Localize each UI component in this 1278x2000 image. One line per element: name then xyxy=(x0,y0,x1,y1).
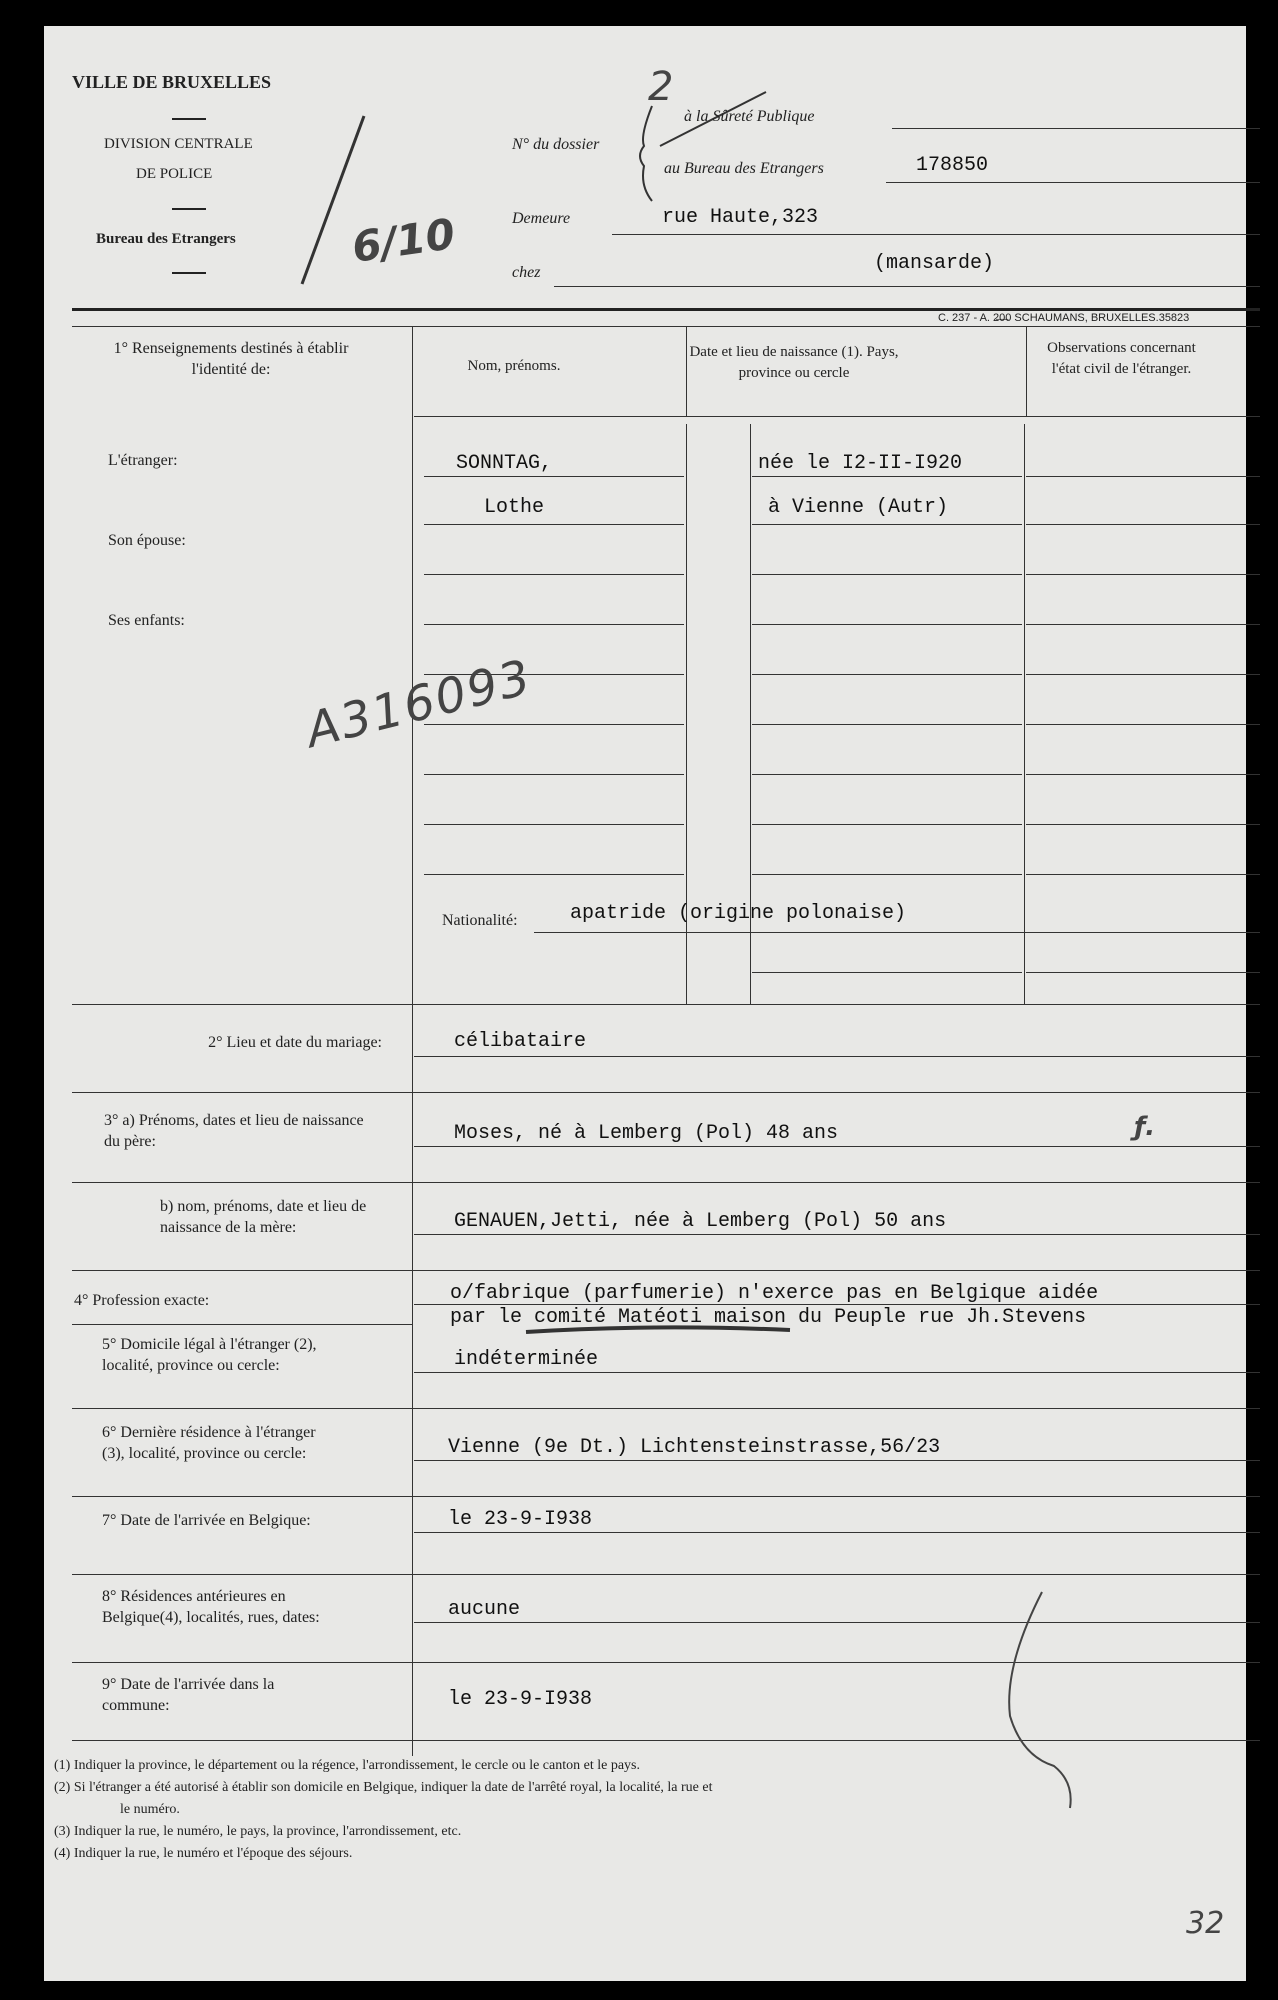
demeure-label: Demeure xyxy=(512,210,571,227)
dossier-label: N° du dossier xyxy=(512,136,600,153)
document-page xyxy=(44,26,1246,1981)
row-label-text: 5° Domicile légal à l'étranger (2), localité, province ou cercle: xyxy=(102,1336,317,1374)
row-value: le 23-9-I938 xyxy=(448,1508,593,1531)
divider xyxy=(172,118,206,120)
row-label xyxy=(72,1674,382,1716)
footnote: (3) Indiquer la rue, le numéro, le pays, la province, l'arrondissement, etc. xyxy=(54,1824,462,1839)
footnote: le numéro. xyxy=(120,1802,180,1817)
row-label-text: 3° a) Prénoms, dates et lieu de naissance du père: xyxy=(104,1112,364,1150)
birth-date: née le I2-II-I920 xyxy=(758,452,963,475)
page-number: 32 xyxy=(1186,1906,1225,1941)
footnote: (2) Si l'étranger a été autorisé à établir son domicile en Belgique, indiquer la date de l'arrêté royal, la localité, la rue et xyxy=(54,1780,713,1795)
footnote: (1) Indiquer la province, le département ou la régence, l'arrondissement, le cercle ou le canton et le pays. xyxy=(54,1758,640,1773)
division-line1: DIVISION CENTRALE xyxy=(104,136,253,152)
row-label-text: 9° Date de l'arrivée dans la commune: xyxy=(102,1676,275,1714)
col2-header: Nom, prénoms. xyxy=(467,358,561,374)
row-label-text: 6° Dernière résidence à l'étranger (3), localité, province ou cercle: xyxy=(102,1424,316,1462)
row-value: aucune xyxy=(448,1598,521,1621)
city-title: VILLE DE BRUXELLES xyxy=(72,72,272,92)
enfants-label: Ses enfants: xyxy=(108,612,185,629)
demeure-value: rue Haute,323 xyxy=(662,206,819,229)
surete-label: à la Sûreté Publique xyxy=(684,108,815,125)
row-label: 4° Profession exacte: xyxy=(74,1292,210,1309)
bureau-title: Bureau des Etrangers xyxy=(96,231,236,247)
birth-place: à Vienne (Autr) xyxy=(768,496,949,519)
row-label-text: 8° Résidences antérieures en Belgique(4), localités, rues, dates: xyxy=(102,1588,320,1626)
handwritten-mark xyxy=(294,114,414,294)
chez-label: chez xyxy=(512,264,541,281)
bureau-number: 178850 xyxy=(916,154,989,177)
handwritten-bracket xyxy=(994,1586,1114,1816)
row-label xyxy=(72,1586,382,1628)
row-label xyxy=(72,1510,382,1531)
col4-header: Observations concernant l'état civil de l'étranger. xyxy=(1047,340,1196,377)
row-label xyxy=(72,1196,382,1238)
row-label xyxy=(72,1422,382,1464)
nationality-value: apatride (origine polonaise) xyxy=(570,902,907,925)
row-label-text: b) nom, prénoms, date et lieu de naissance de la mère: xyxy=(160,1198,367,1236)
brace-mark xyxy=(630,76,770,206)
row-label-text: 7° Date de l'arrivée en Belgique: xyxy=(102,1512,311,1529)
col1-header: 1° Renseignements destinés à établir l'identité de: xyxy=(113,340,349,378)
col3-header: Date et lieu de naissance (1). Pays, province ou cercle xyxy=(689,344,899,381)
row-value: Vienne (9e Dt.) Lichtensteinstrasse,56/23 xyxy=(448,1436,941,1459)
row-label xyxy=(72,1110,382,1152)
row-value: Moses, né à Lemberg (Pol) 48 ans xyxy=(454,1122,839,1145)
etranger-label: L'étranger: xyxy=(108,452,178,469)
row-label: 2° Lieu et date du mariage: xyxy=(208,1034,382,1051)
firstname: Lothe xyxy=(484,496,545,519)
chez-value: (mansarde) xyxy=(874,252,995,275)
row-label xyxy=(72,1334,382,1376)
handwritten-dossier: 2 xyxy=(648,64,674,110)
row-value: indéterminée xyxy=(454,1348,599,1371)
bureau-label: au Bureau des Etrangers xyxy=(664,160,824,177)
divider xyxy=(172,272,206,274)
underline-mark xyxy=(524,1322,794,1338)
row-value: GENAUEN,Jetti, née à Lemberg (Pol) 50 ans xyxy=(454,1210,947,1233)
handwritten-mark: ƒ. xyxy=(1134,1112,1156,1142)
print-reference: C. 237 - A. 2̶0̶0 SCHAUMANS, BRUXELLES.35823 xyxy=(938,312,1190,324)
handwritten-folio: 6/10 xyxy=(349,209,458,272)
handwritten-number: A316093 xyxy=(300,649,538,759)
footnote: (4) Indiquer la rue, le numéro et l'époque des séjours. xyxy=(54,1846,353,1861)
row-value: o/fabrique (parfumerie) n'exerce pas en Belgique aidée xyxy=(450,1282,1099,1305)
epouse-label: Son épouse: xyxy=(108,532,186,549)
row-value: le 23-9-I938 xyxy=(448,1688,593,1711)
row-value: célibataire xyxy=(454,1030,587,1053)
surname: SONNTAG, xyxy=(456,452,553,475)
row-value-continued: par le comité Matéoti maison du Peuple rue Jh.Stevens xyxy=(450,1306,1087,1329)
nationality-label: Nationalité: xyxy=(442,912,518,929)
division-line2: DE POLICE xyxy=(136,166,213,182)
divider xyxy=(172,208,206,210)
